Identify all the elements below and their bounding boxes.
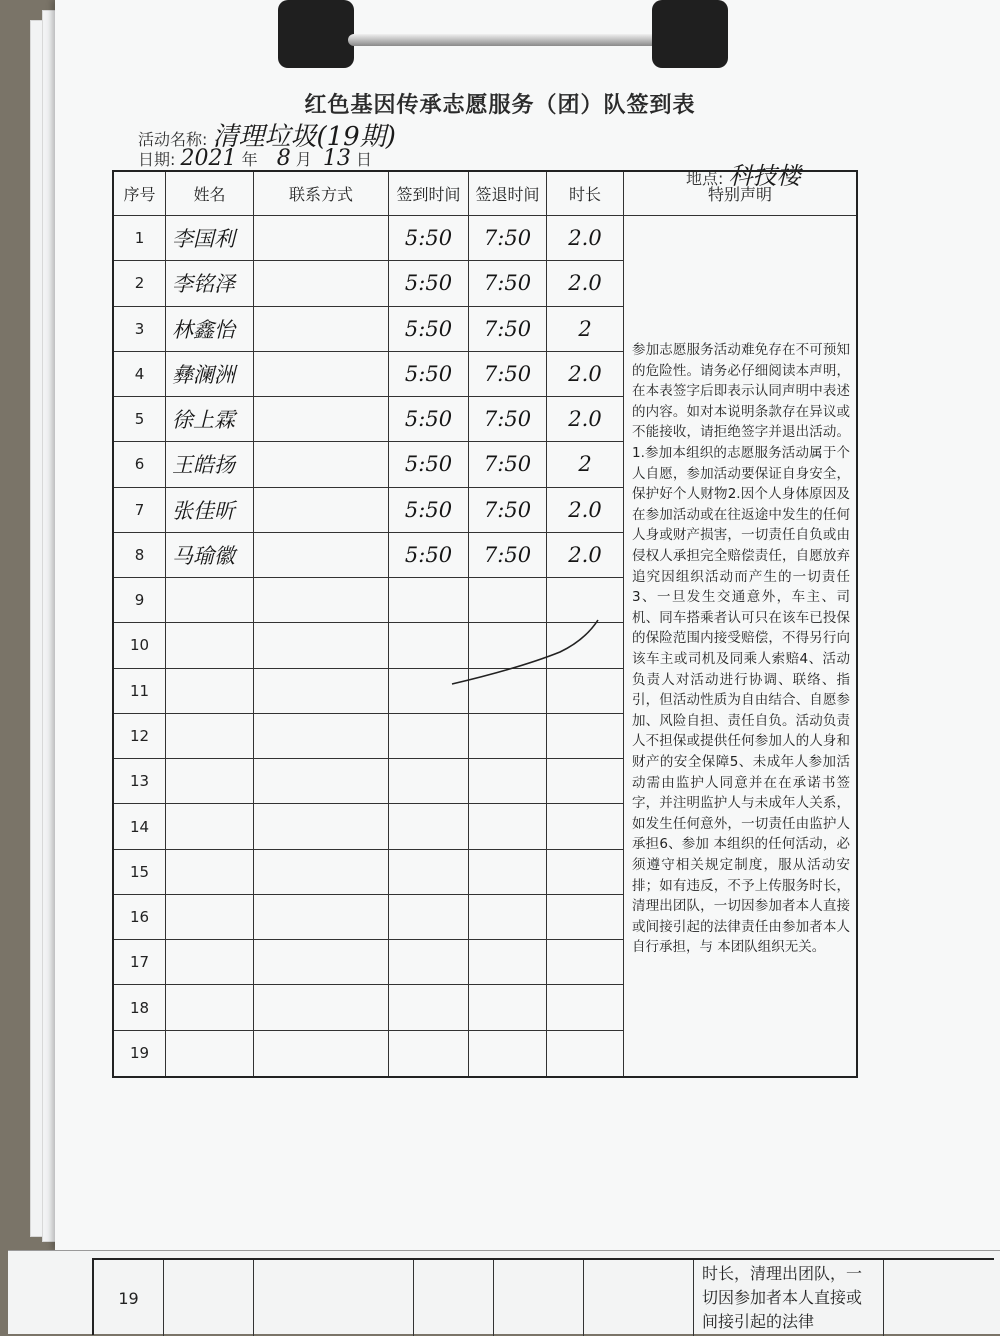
header-no: 序号	[114, 172, 166, 216]
row-sign-in-time	[389, 759, 469, 804]
row-sign-in-time: 5:50	[389, 533, 469, 578]
row-sign-out-time	[469, 804, 547, 849]
row-duration: 2.0	[547, 488, 624, 533]
row-number: 5	[114, 397, 166, 442]
clipboard-clip	[278, 0, 728, 70]
underlying-declaration-text: 时长，清理出团队，一切因参加者本人直接或间接引起的法律	[694, 1260, 884, 1336]
row-sign-out-time: 7:50	[469, 488, 547, 533]
date-year: 2021	[180, 146, 237, 171]
header-declaration: 特别声明	[624, 172, 856, 216]
row-duration	[547, 578, 624, 623]
underlying-cell	[254, 1260, 414, 1336]
row-sign-out-time: 7:50	[469, 397, 547, 442]
row-sign-in-time	[389, 578, 469, 623]
row-duration: 2.0	[547, 397, 624, 442]
row-name: 徐上霖	[166, 397, 254, 442]
underlying-cell	[414, 1260, 494, 1336]
date-row	[138, 146, 372, 171]
row-duration: 2	[547, 307, 624, 352]
row-contact	[254, 940, 389, 985]
date-month-unit: 月	[295, 150, 312, 169]
date-month: 8	[276, 146, 291, 171]
row-name	[166, 1031, 254, 1076]
row-sign-in-time: 5:50	[389, 216, 469, 261]
row-number: 17	[114, 940, 166, 985]
date-day-unit: 日	[356, 150, 373, 169]
row-sign-out-time	[469, 940, 547, 985]
row-sign-out-time	[469, 714, 547, 759]
row-number: 1	[114, 216, 166, 261]
row-sign-in-time	[389, 940, 469, 985]
sign-in-table	[112, 170, 858, 1078]
row-name	[166, 895, 254, 940]
row-sign-out-time: 7:50	[469, 442, 547, 487]
row-sign-in-time	[389, 895, 469, 940]
row-contact	[254, 623, 389, 668]
row-duration	[547, 940, 624, 985]
row-number: 16	[114, 895, 166, 940]
header-contact: 联系方式	[254, 172, 389, 216]
row-contact	[254, 759, 389, 804]
row-sign-out-time: 7:50	[469, 352, 547, 397]
row-name	[166, 940, 254, 985]
row-number: 12	[114, 714, 166, 759]
row-contact	[254, 397, 389, 442]
row-duration	[547, 985, 624, 1030]
row-duration	[547, 804, 624, 849]
row-number: 19	[114, 1031, 166, 1076]
row-number: 18	[114, 985, 166, 1030]
underlying-sheet-table	[92, 1258, 994, 1335]
row-name	[166, 985, 254, 1030]
row-sign-in-time: 5:50	[389, 261, 469, 306]
row-duration: 2	[547, 442, 624, 487]
location-value: 科技楼	[728, 162, 801, 190]
underlying-row-no: 19	[94, 1260, 164, 1336]
header-sign-in-time: 签到时间	[389, 172, 469, 216]
row-sign-in-time: 5:50	[389, 352, 469, 397]
declaration-text: 参加志愿服务活动难免存在不可预知的危险性。请务必仔细阅读本声明，在本表签字后即表示认同声明中表述的内容。如对本说明条款存在异议或不能接收，请拒绝签字并退出活动。 1.参加本组织的志愿服务活动属于个人自愿，参加活动要保证自身安全，保护好个人财物2.因个人身体原因及在参加活动或在往返途中发生的任何人身或财产损害，一切责任自负或由侵权人承担完全赔偿责任，自愿放弃追究因组织活动而产生的一切责任3、一旦发生交通意外，车主、司机、同车搭乘者认可只在该车已投保的保险范围内接受赔偿，不得另行向该车主或司机及同乘人索赔4、活动负责人对活动进行协调、联络、指引，但活动性质为自由结合、自愿参加、风险自担、责任自负。活动负责人不担保或提供任何参加人的人身和财产的安全保障5、未成年人参加活动需由监护人同意并在在承诺书签字，并注明监护人与未成年人关系，如发生任何意外，一切责任由监护人承担6、参加 本组织的任何活动，必须遵守相关规定制度，服从活动安排；如有违反，不予上传服务时长，清理出团队，一切因参加者本人直接或间接引起的法律责任由参加者本人自行承担，与 本团队组织无关。	[632, 342, 850, 956]
row-sign-out-time: 7:50	[469, 216, 547, 261]
activity-label: 活动名称:	[138, 130, 208, 149]
row-name	[166, 623, 254, 668]
row-sign-out-time	[469, 1031, 547, 1076]
row-number: 4	[114, 352, 166, 397]
row-contact	[254, 352, 389, 397]
row-number: 2	[114, 261, 166, 306]
row-duration	[547, 1031, 624, 1076]
row-number: 6	[114, 442, 166, 487]
row-name	[166, 669, 254, 714]
row-name: 李铭泽	[166, 261, 254, 306]
row-number: 13	[114, 759, 166, 804]
row-name: 彝澜洲	[166, 352, 254, 397]
row-duration: 2.0	[547, 261, 624, 306]
underlying-cell	[164, 1260, 254, 1336]
row-duration: 2.0	[547, 533, 624, 578]
row-name: 王皓扬	[166, 442, 254, 487]
row-sign-in-time	[389, 714, 469, 759]
row-duration: 2.0	[547, 216, 624, 261]
date-year-unit: 年	[241, 150, 258, 169]
clip-left-post	[278, 0, 354, 68]
row-duration	[547, 714, 624, 759]
row-sign-in-time: 5:50	[389, 307, 469, 352]
row-name	[166, 759, 254, 804]
row-number: 11	[114, 669, 166, 714]
row-sign-out-time	[469, 895, 547, 940]
row-contact	[254, 307, 389, 352]
row-duration	[547, 623, 624, 668]
row-sign-out-time: 7:50	[469, 533, 547, 578]
date-label: 日期:	[138, 150, 176, 169]
row-name	[166, 804, 254, 849]
row-number: 15	[114, 850, 166, 895]
underlying-cell	[584, 1260, 694, 1336]
location-label: 地点:	[686, 169, 724, 188]
header-duration: 时长	[547, 172, 624, 216]
row-sign-out-time	[469, 669, 547, 714]
row-sign-in-time	[389, 1031, 469, 1076]
row-duration	[547, 850, 624, 895]
row-sign-in-time	[389, 623, 469, 668]
row-duration	[547, 895, 624, 940]
row-number: 3	[114, 307, 166, 352]
row-contact	[254, 1031, 389, 1076]
row-name: 张佳昕	[166, 488, 254, 533]
activity-value: 清理垃圾(19期)	[212, 122, 396, 152]
row-name	[166, 850, 254, 895]
row-duration: 2.0	[547, 352, 624, 397]
row-name: 李国利	[166, 216, 254, 261]
row-sign-in-time: 5:50	[389, 397, 469, 442]
row-duration	[547, 759, 624, 804]
row-name: 林鑫怡	[166, 307, 254, 352]
row-sign-out-time	[469, 578, 547, 623]
header-name: 姓名	[166, 172, 254, 216]
row-contact	[254, 714, 389, 759]
row-name	[166, 714, 254, 759]
row-sign-in-time: 5:50	[389, 488, 469, 533]
row-name: 马瑜徽	[166, 533, 254, 578]
row-contact	[254, 669, 389, 714]
row-number: 8	[114, 533, 166, 578]
row-duration	[547, 669, 624, 714]
row-sign-out-time: 7:50	[469, 261, 547, 306]
row-name	[166, 578, 254, 623]
clip-right-post	[652, 0, 728, 68]
row-contact	[254, 578, 389, 623]
row-sign-out-time	[469, 759, 547, 804]
row-sign-in-time: 5:50	[389, 442, 469, 487]
row-contact	[254, 442, 389, 487]
header-sign-out-time: 签退时间	[469, 172, 547, 216]
row-contact	[254, 850, 389, 895]
row-number: 14	[114, 804, 166, 849]
clip-wire	[348, 34, 668, 46]
row-contact	[254, 216, 389, 261]
row-sign-in-time	[389, 850, 469, 895]
row-sign-in-time	[389, 669, 469, 714]
date-day: 13	[322, 146, 351, 171]
row-sign-in-time	[389, 985, 469, 1030]
row-contact	[254, 895, 389, 940]
row-contact	[254, 488, 389, 533]
row-sign-out-time	[469, 985, 547, 1030]
row-number: 9	[114, 578, 166, 623]
underlying-cell	[884, 1260, 994, 1336]
row-sign-out-time	[469, 850, 547, 895]
row-sign-out-time	[469, 623, 547, 668]
row-number: 7	[114, 488, 166, 533]
row-contact	[254, 985, 389, 1030]
row-contact	[254, 261, 389, 306]
row-contact	[254, 533, 389, 578]
row-number: 10	[114, 623, 166, 668]
sheet-title: 红色基因传承志愿服务（团）队签到表	[304, 93, 696, 118]
row-sign-in-time	[389, 804, 469, 849]
underlying-cell	[494, 1260, 584, 1336]
row-contact	[254, 804, 389, 849]
row-sign-out-time: 7:50	[469, 307, 547, 352]
